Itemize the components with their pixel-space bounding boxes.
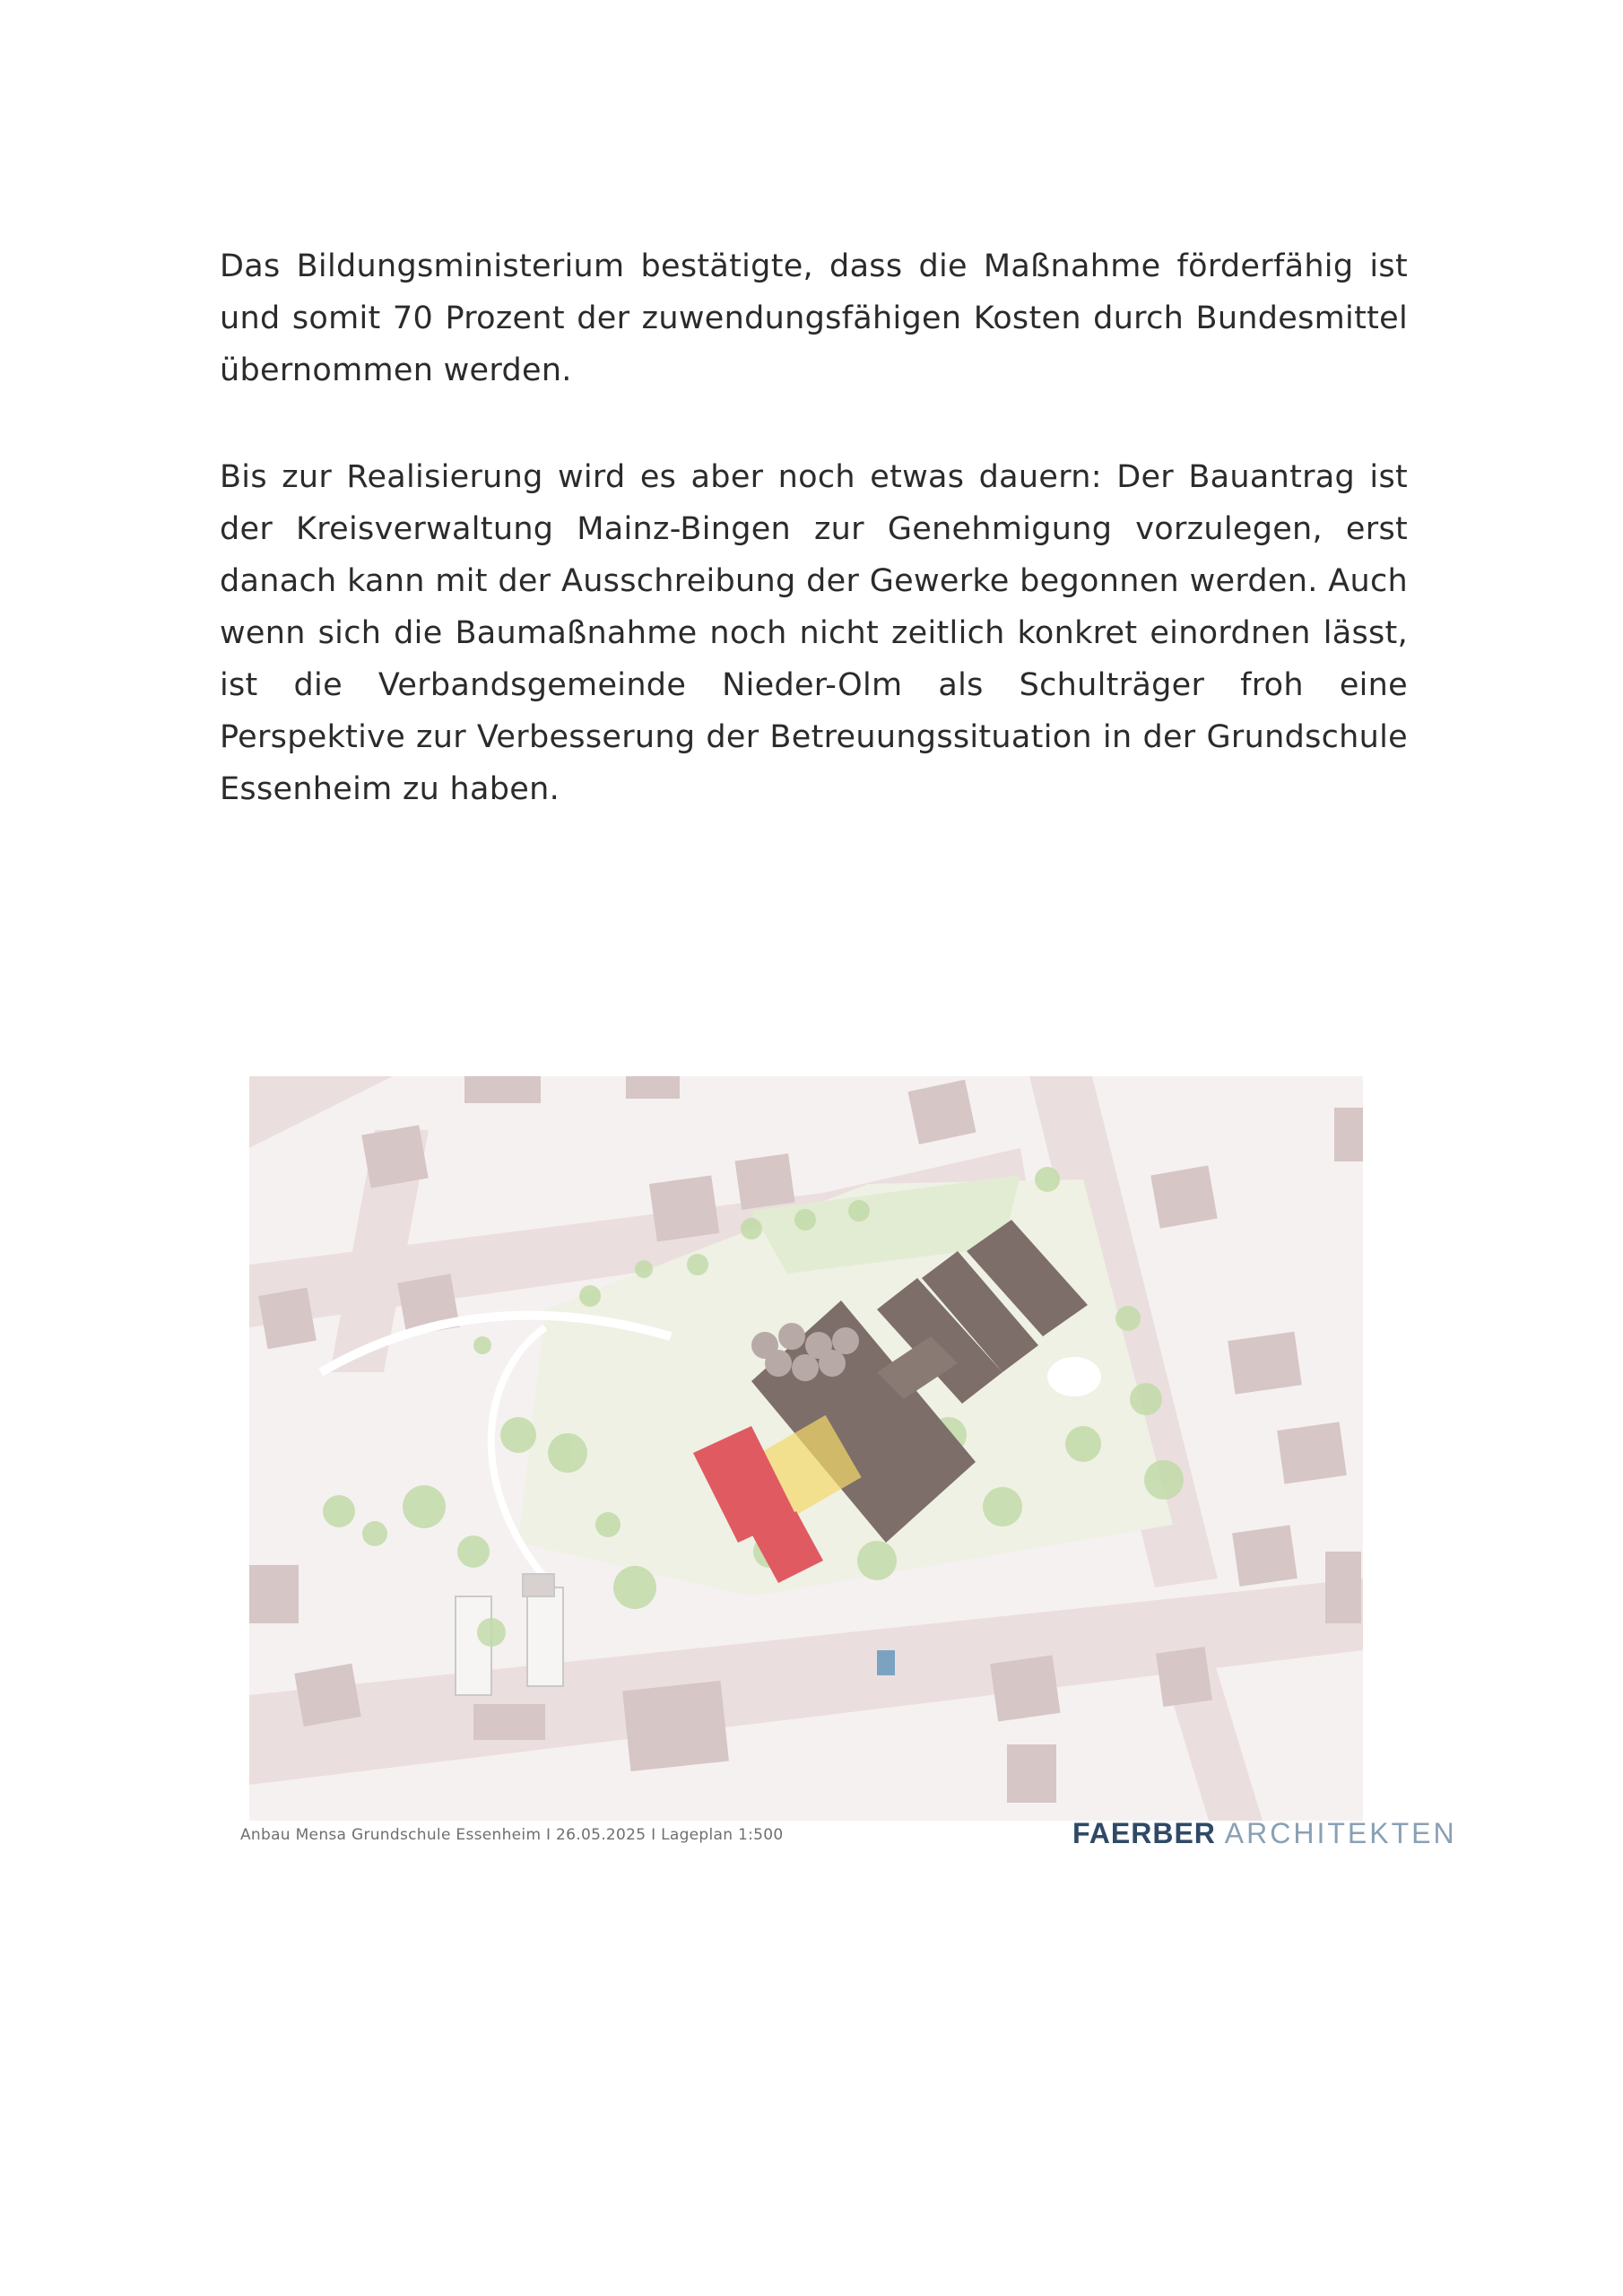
paragraph-funding: Das Bildungsministerium bestätigte, dass die Maßnahme förderfähig ist und somit 70 Prozent der zuwendungsfähigen Kosten durch Bundesmittel übernommen werden.	[220, 248, 1408, 388]
logo-light-text: ARCHITEKTEN	[1224, 1817, 1457, 1849]
site-plan-image	[249, 1076, 1363, 1821]
figure-caption: Anbau Mensa Grundschule Essenheim I 26.05.2025 I Lageplan 1:500	[240, 1826, 784, 1844]
paragraph-realisation: Bis zur Realisierung wird es aber noch etwas dauern: Der Bauantrag ist der Kreisverwaltung Mainz-Bingen zur Genehmigung vorzulegen, erst danach kann mit der Ausschreibung der Gewerke begonnen werden. Auch wenn sich die Baumaßnahme noch nicht zeitlich konkret einordnen lässt, ist die Verbandsgemeinde Nieder-Olm als Schulträger froh eine Perspektive zur Verbesserung der Betreuungssituation in der Grundschule Essenheim zu haben.	[220, 459, 1408, 807]
architect-logo	[1072, 1817, 1457, 1850]
logo-bold-text: FAERBER	[1072, 1817, 1216, 1849]
